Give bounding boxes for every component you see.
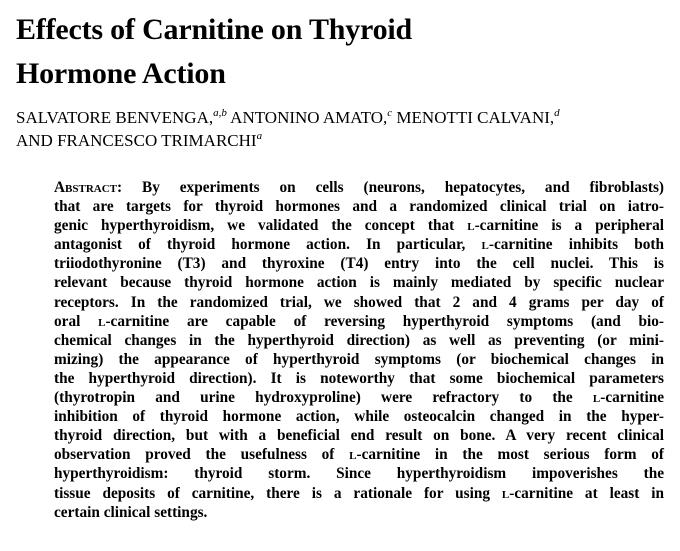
author-list — [16, 106, 676, 152]
abstract-line: observation proved the usefulness of l-carnitine in the most serious form of — [54, 446, 664, 464]
abstract-line: certain clinical settings. — [54, 503, 208, 521]
abstract-line: tissue deposits of carnitine, there is a rationale for using l-carnitine at least in — [54, 484, 664, 502]
author-name: SALVATORE BENVENGA, — [16, 108, 214, 127]
abstract-line: chemical changes in the hyperthyroid direction) as well as preventing (or mini- — [54, 331, 664, 349]
author-name: ANTONINO AMATO, — [226, 108, 388, 127]
abstract-line: receptors. In the randomized trial, we showed that 2 and 4 grams per day of — [54, 293, 664, 311]
abstract-line: relevant because thyroid hormone action is mainly mediated by specific nuclear — [54, 274, 664, 292]
paper-title-line-2: Hormone Action — [16, 57, 226, 90]
abstract-label: Abstract: — [54, 179, 123, 196]
author-line-1 — [16, 108, 560, 127]
abstract-line: genic hyperthyroidism, we validated the concept that l-carnitine is a peripheral — [54, 217, 664, 235]
abstract-line: (thyrotropin and urine hydroxyproline) were refractory to the l-carnitine — [54, 389, 664, 407]
paper-title — [16, 8, 666, 96]
abstract-line: thyroid direction, but with a beneficial end result on bone. A very recent clinical — [54, 427, 664, 445]
abstract-line: mizing) the appearance of hyperthyroid symptoms (or biochemical changes in — [54, 350, 664, 368]
abstract-line: Abstract: By experiments on cells (neurons, hepatocytes, and fibroblasts) — [54, 179, 664, 196]
paper-title-line-1: Effects of Carnitine on Thyroid — [16, 13, 413, 46]
author-affiliation: d — [554, 107, 560, 119]
author-affiliation: c — [387, 107, 393, 119]
abstract-line: oral l-carnitine are capable of reversing hyperthyroid symptoms (and bio- — [54, 312, 664, 330]
author-affiliation: a — [256, 130, 263, 142]
abstract-line: that are targets for thyroid hormones and a randomized clinical trial on iatro- — [54, 198, 664, 216]
abstract-line: the hyperthyroid direction). It is noteworthy that some biochemical parameters — [54, 369, 664, 387]
author-line-2 — [16, 131, 262, 150]
author-affiliation: a,b — [213, 107, 227, 119]
abstract-line: inhibition of thyroid hormone action, while osteocalcin changed in the hyper- — [54, 408, 664, 426]
author-name: MENOTTI CALVANI, — [392, 108, 555, 127]
abstract-line: triiodothyronine (T3) and thyroxine (T4) entry into the cell nuclei. This is — [54, 255, 664, 273]
abstract-line: hyperthyroidism: thyroid storm. Since hyperthyroidism impoverishes the — [54, 465, 664, 483]
abstract — [54, 178, 664, 522]
abstract-line: antagonist of thyroid hormone action. In particular, l-carnitine inhibits both — [54, 236, 664, 254]
author-name: AND FRANCESCO TRIMARCHI — [16, 131, 257, 150]
